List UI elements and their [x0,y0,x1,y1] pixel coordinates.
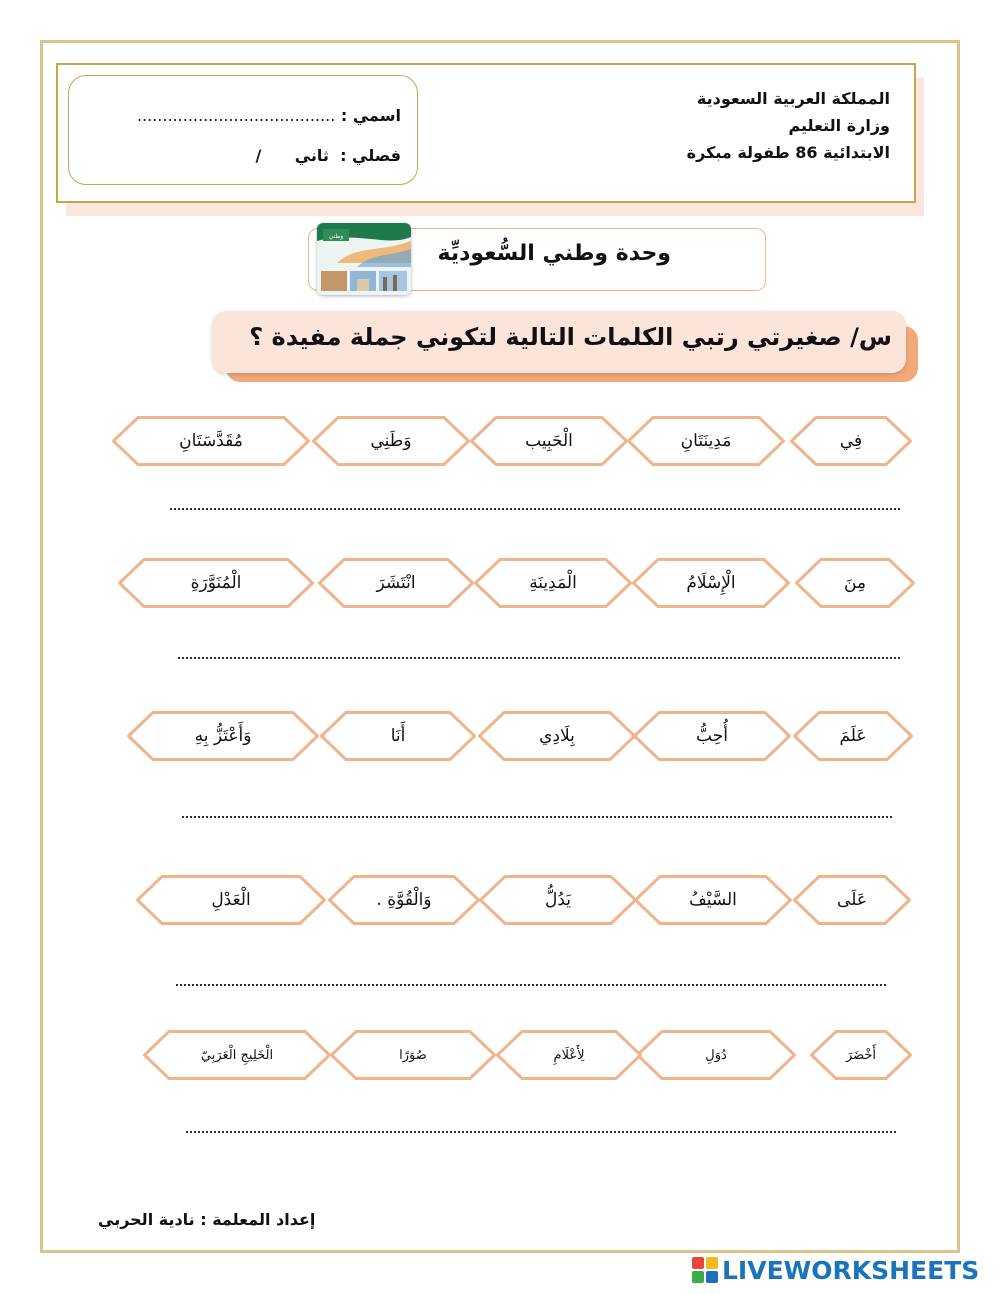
word-label: صُوَرًا [399,1047,427,1063]
word-label: مِنَ [843,573,867,593]
word-label: الْإِسْلَامُ [686,573,736,593]
word-label: أَخْضَرَ [845,1047,877,1063]
class-value: ثاني [294,146,329,165]
school-line: وزارة التعليم [788,116,890,135]
word-card[interactable] [318,558,474,608]
svg-text:وطني: وطني [328,233,344,240]
word-card[interactable] [636,1030,796,1080]
word-card[interactable] [793,875,911,925]
author-credit: إعداد المعلمة : نادية الحربي [98,1210,316,1229]
word-card[interactable] [793,711,913,761]
word-card[interactable] [330,1030,496,1080]
word-card[interactable] [632,558,790,608]
word-label: عَلَى [837,890,867,910]
school-line: الابتدائية 86 طفولة مبكرة [686,143,890,162]
name-label: اسمي : [340,106,401,125]
word-card[interactable] [470,416,628,466]
word-card[interactable] [136,875,326,925]
unit-cover-image [317,223,411,295]
header-box [56,63,916,203]
question-box [212,311,906,373]
word-card[interactable] [496,1030,642,1080]
word-label: أُحِبُّ [696,726,728,746]
word-label: بِلَادِي [539,726,575,746]
unit-title: وحدة وطني السُّعوديِّة [437,241,671,266]
word-card[interactable] [127,711,319,761]
word-card[interactable] [627,416,785,466]
answer-line[interactable] [176,982,886,986]
answer-line[interactable] [182,814,892,818]
question-text: س/ صغيرتي رتبي الكلمات التالية لتكوني جملة مفيدة ؟ [249,323,892,351]
answer-line[interactable] [170,506,900,510]
word-label: الْعَدْلِ [211,890,251,910]
school-info [687,85,890,166]
word-label: فِي [839,431,863,451]
word-label: الْحَبِيب [525,431,573,451]
answer-line[interactable] [186,1129,896,1133]
word-card[interactable] [143,1030,331,1080]
word-card[interactable] [474,558,632,608]
name-field[interactable]: ....................................... [136,106,336,125]
word-label: لِأَعْلَامِ [553,1047,585,1063]
word-card[interactable] [479,875,637,925]
word-label: انْتَشَرَ [376,573,416,593]
word-label: مُقَدَّسَتَانِ [179,431,243,451]
student-info-box [68,75,418,185]
word-card[interactable] [328,875,480,925]
word-label: أَنَا [390,726,406,746]
word-label: الْمُنَوَّرَةِ [190,573,242,593]
word-label: وَأَعْتَزُّ بِهِ [194,726,252,746]
word-label: الْمَدِينَةِ [529,573,577,593]
word-card[interactable] [112,416,310,466]
class-slash: / [255,146,262,165]
school-line: المملكة العربية السعودية [696,89,890,108]
word-label: وَالْقُوَّةِ . [376,890,432,910]
word-label: مَدِينَتَانِ [680,431,732,451]
answer-line[interactable] [178,655,900,659]
word-card[interactable] [320,711,476,761]
word-card[interactable] [633,711,791,761]
word-label: الْخَلِيجِ الْعَرَبِيّ [200,1047,274,1063]
brand-text: LIVEWORKSHEETS [722,1255,980,1285]
class-line [255,146,401,165]
word-label: يَدُلُّ [545,890,572,910]
word-card[interactable] [790,416,912,466]
brand-logo[interactable] [692,1255,979,1285]
word-card[interactable] [810,1030,912,1080]
word-card[interactable] [795,558,915,608]
word-card[interactable] [478,711,636,761]
word-label: عَلَمَ [839,726,867,746]
word-label: السَّيْفُ [689,890,737,910]
word-label: دُوَلِ [705,1047,727,1063]
word-card[interactable] [118,558,314,608]
word-label: وَطَنِي [370,431,412,451]
name-line [137,106,401,125]
word-card[interactable] [312,416,470,466]
unit-banner [308,228,766,291]
class-label: فصلي : [340,146,401,165]
brand-icon [692,1257,718,1283]
word-card[interactable] [634,875,792,925]
